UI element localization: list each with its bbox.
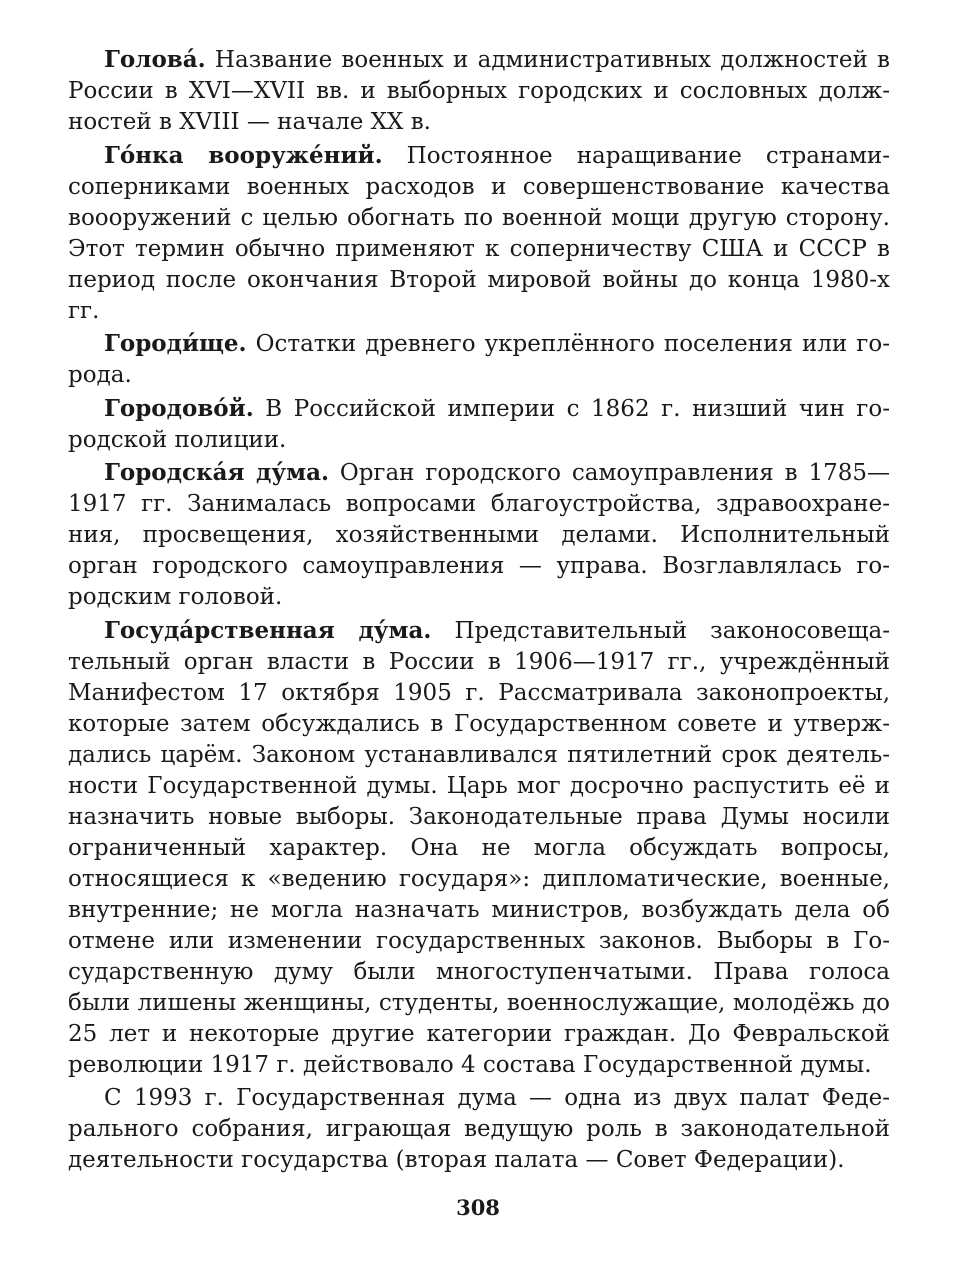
entry-term: Госуда́рственная ду́ма. [104,616,432,644]
entry-gorodishche [68,328,890,391]
entry-definition: Название военных и административных должностей в России в XVI—XVII вв. и выборных городских и сословных должностей в XVIII — начале XX в. [68,47,890,135]
entry-definition: С 1993 г. Государственная дума — одна из двух палат Федерального собрания, играющая ведущую роль в законодательной деятельности государства (вторая палата — Совет Федерации). [68,1085,890,1173]
dictionary-page [68,44,890,1178]
entry-gorodskaya-duma [68,457,890,613]
entry-term: Городи́ще. [104,330,247,357]
entry-term: Городска́я ду́ма. [104,459,329,486]
entry-term: Голова́. [104,46,206,73]
entry-golova [68,44,890,138]
entry-definition: Орган городского самоуправления в 1785—1917 гг. Занималась вопросами благоустройства, здравоохранения, просвещения, хозяйственными делами. Исполнительный орган городского самоуправления — управа. Возглавлялась городским головой. [68,460,891,610]
entry-definition: В Российской империи с 1862 г. низший чин городской полиции. [68,395,890,453]
entry-gosudarstvennaya-duma-continued [68,1082,890,1176]
entry-term: Го́нка вооруже́ний. [104,141,383,169]
entry-gosudarstvennaya-duma [68,615,890,1081]
entry-definition: Постоянное наращивание странами-соперниками военных расходов и совершенствование качества воооружений с целью обогнать по военной мощи другую сторону. Этот термин обычно применяют к соперничеству США и СССР в период после окончания Второй мировой войны до конца 1980-х гг. [68,142,890,324]
entry-definition: Представительный законосовещательный орган власти в России в 1906—1917 гг., учреждённый Манифестом 17 октября 1905 г. Рассматривала законопроекты, которые затем обсуждались в Государственном совете и утверждались царём. Законом устанавливался пятилетний срок деятельности Государственной думы. Царь мог досрочно распустить её и назначить новые выборы. Законодательные права Думы носили ограниченный характер. Она не могла обсуждать вопросы, относящиеся к «ведению государя»: дипломатические, военные, внутренние; не могла назначать министров, возбуждать дела об отмене или изменении государственных законов. Выборы в Государственную думу были многоступенчатыми. Права голоса были лишены женщины, студенты, военнослужащие, молодёжь до 25 лет и некоторые другие категории граждан. До Февральской революции 1917 г. действовало 4 состава Государственной думы. [68,617,890,1078]
entry-definition: Остатки древнего укреплённого поселения или города. [68,331,890,388]
page-number: 308 [456,1195,500,1220]
entry-gonka-vooruzheniy [68,140,890,327]
entry-gorodovoy [68,393,890,456]
entry-term: Городово́й. [104,394,254,422]
